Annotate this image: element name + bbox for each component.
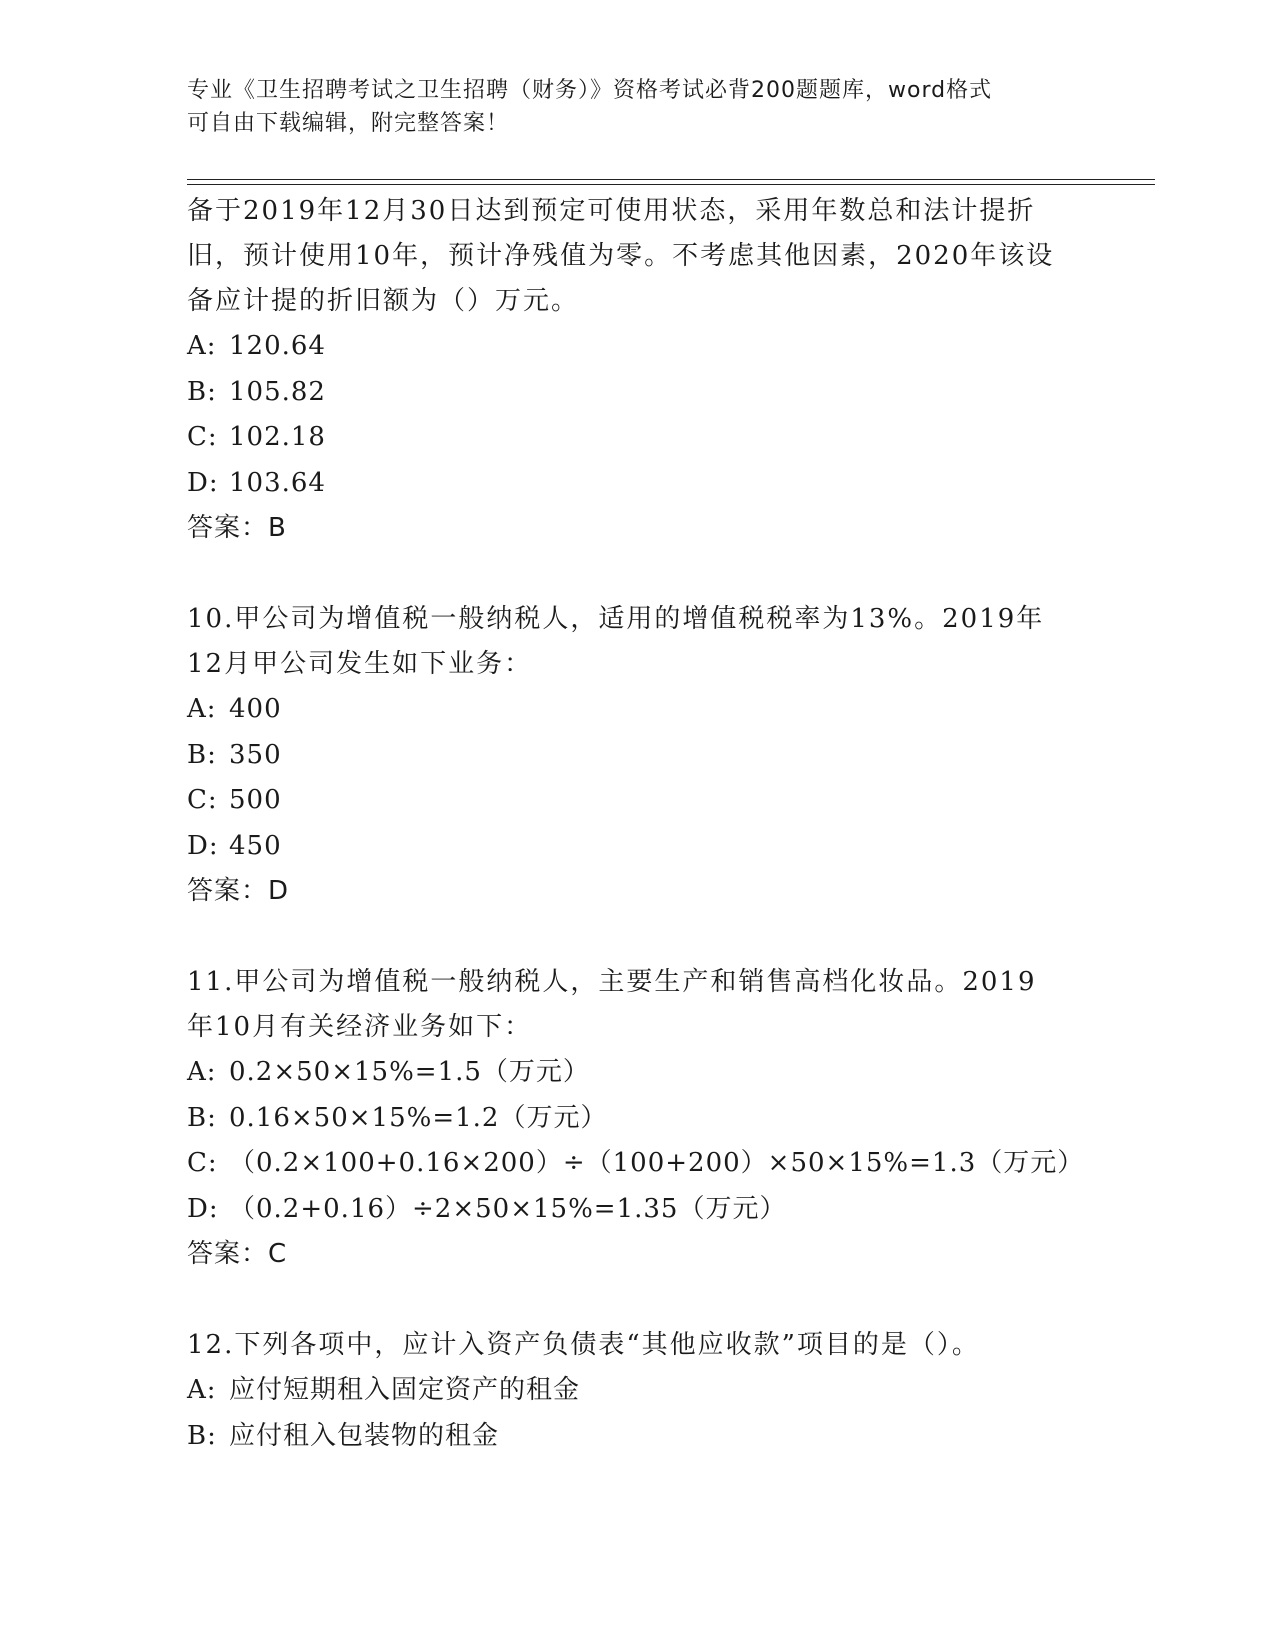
question-11 (187, 960, 1087, 1277)
spacer (187, 1277, 1087, 1323)
question-text-line: 备于2019年12月30日达到预定可使用状态，采用年数总和法计提折 (187, 196, 1036, 226)
option-a (187, 1050, 1087, 1096)
option-b (187, 733, 1087, 779)
option-text: （0.2+0.16）÷2×50×15%=1.35（万元） (229, 1193, 787, 1224)
option-text: （0.2×100+0.16×200）÷（100+200）×50×15%=1.3（万元） (229, 1148, 1085, 1178)
option-b (187, 1414, 1087, 1460)
header-title-line-1: 专业《卫生招聘考试之卫生招聘（财务）》资格考试必背200题题库，word格式 (187, 78, 993, 103)
option-label: D: (187, 467, 219, 498)
option-text: 350 (229, 739, 282, 770)
option-text: 500 (229, 785, 282, 815)
question-text-line: 12.下列各项中，应计入资产负债表“其他应收款”项目的是（）。 (187, 1330, 980, 1360)
question-12 (187, 1323, 1087, 1459)
option-label: B: (187, 739, 217, 770)
document-body (187, 189, 1087, 1459)
option-label: D: (187, 1193, 219, 1224)
option-label: B: (187, 1420, 217, 1451)
option-label: A: (187, 1057, 217, 1087)
option-label: A: (187, 1375, 217, 1405)
option-label: C: (187, 785, 218, 815)
option-b (187, 1096, 1087, 1142)
option-d (187, 1187, 1087, 1233)
header-title-line-2: 可自由下载编辑，附完整答案！ (187, 111, 510, 136)
option-d (187, 461, 1087, 507)
spacer (187, 551, 1087, 597)
answer-line: 答案：D (187, 876, 290, 906)
option-a (187, 1368, 1087, 1414)
option-text: 0.2×50×15%=1.5（万元） (229, 1057, 590, 1087)
question-text-line: 备应计提的折旧额为（）万元。 (187, 286, 580, 316)
option-d (187, 824, 1087, 870)
option-text: 400 (229, 694, 282, 724)
question-text-line: 旧，预计使用10年，预计净残值为零。不考虑其他因素，2020年该设 (187, 241, 1055, 271)
answer-line: 答案：B (187, 513, 287, 543)
option-label: C: (187, 422, 218, 452)
question-10 (187, 597, 1087, 914)
question-9 (187, 189, 1087, 551)
option-text: 105.82 (229, 376, 326, 407)
option-label: A: (187, 331, 217, 361)
question-text-line: 11.甲公司为增值税一般纳税人，主要生产和销售高档化妆品。2019 (187, 967, 1037, 997)
option-c (187, 1141, 1087, 1187)
header-divider-top (187, 179, 1155, 180)
option-label: A: (187, 694, 217, 724)
spacer (187, 914, 1087, 960)
option-c (187, 778, 1087, 824)
option-text: 应付租入包装物的租金 (229, 1420, 500, 1451)
document-header (187, 74, 1087, 140)
question-text-line: 年10月有关经济业务如下： (187, 1012, 533, 1042)
option-text: 103.64 (229, 467, 326, 498)
option-text: 应付短期租入固定资产的租金 (229, 1375, 581, 1405)
option-text: 450 (229, 830, 282, 861)
option-text: 102.18 (229, 422, 326, 452)
option-label: D: (187, 830, 219, 861)
option-text: 0.16×50×15%=1.2（万元） (229, 1102, 608, 1133)
header-divider-bottom (187, 184, 1155, 185)
question-text-line: 10.甲公司为增值税一般纳税人，适用的增值税税率为13%。2019年 (187, 604, 1045, 634)
option-label: B: (187, 376, 217, 407)
option-a (187, 687, 1087, 733)
option-c (187, 415, 1087, 461)
option-a (187, 324, 1087, 370)
answer-line: 答案：C (187, 1239, 288, 1269)
option-label: C: (187, 1148, 218, 1178)
question-text-line: 12月甲公司发生如下业务： (187, 649, 533, 679)
option-text: 120.64 (229, 331, 326, 361)
option-label: B: (187, 1102, 217, 1133)
option-b (187, 370, 1087, 416)
